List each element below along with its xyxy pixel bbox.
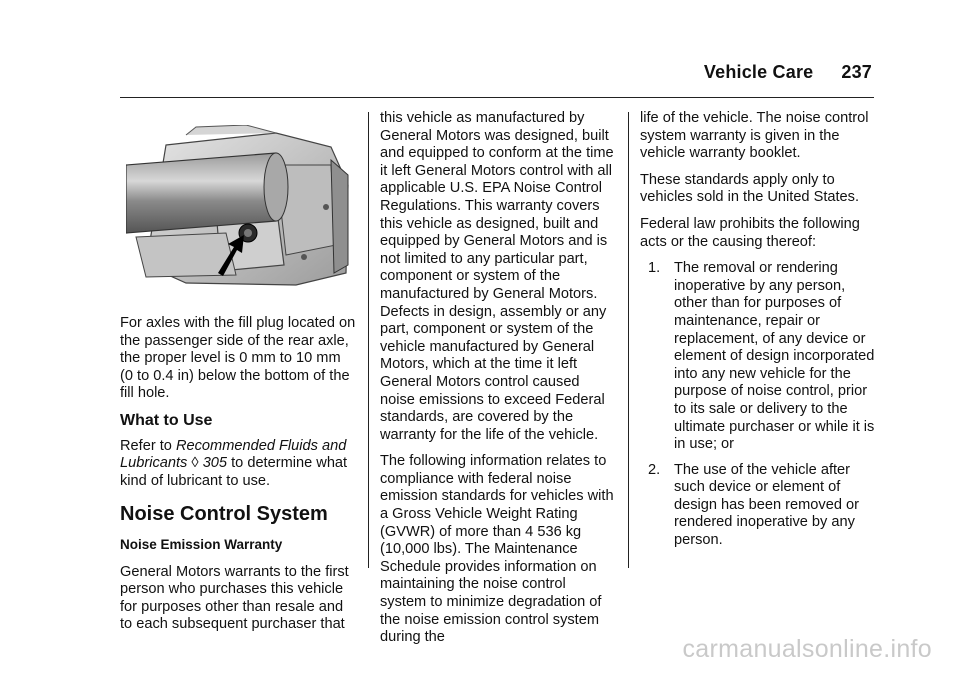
noise-warranty-subheading: Noise Emission Warranty [120,536,283,552]
prohibited-acts-list [640,260,876,550]
column-2 [380,110,616,656]
list-item: 2. The use of the vehicle after such device or element of design has been removed or rendered inoperative by any person. [648,461,859,549]
federal-compliance-text: The following information relates to compliance with federal noise emission standards for vehicles with a Gross Vehicle Weight Rating (GVWR) of more than 4 536 kg (10,000 lbs). The Maintenance Schedule provides information on maintaining the noise control system to minimize degradation of the noise emission control system during the [380,453,614,646]
what-to-use-text: Refer to Recommended Fluids and Lubricants ◊ 305 to determine what kind of lubricant to use. [120,437,348,489]
page-number: 237 [841,62,872,82]
list-item: 1. The removal or rendering inoperative by any person, other than for purposes of maintenance, repair or replacement, of any device or element of design incorporated into any new vehicle for the purpose of noise control, prior to its sale or delivery to the ultimate purchaser or while it is in use; or [648,260,875,453]
page-header [704,62,872,83]
standards-scope-text: These standards apply only to vehicles sold in the United States. [640,171,860,206]
header-rule [120,97,874,98]
axle-fill-level-text: For axles with the fill plug located on the passenger side of the rear axle, the proper level is 0 mm to 10 mm (0 to 0.4 in) below the bottom of the fill hole. [120,315,356,402]
column-divider-1 [368,112,369,568]
column-3 [640,110,876,558]
section-title: Vehicle Care [703,62,814,82]
recommended-fluids-link[interactable]: Recommended Fluids and Lubricants [120,437,347,472]
federal-law-text: Federal law prohibits the following acts or the causing thereof: [640,215,860,250]
column-divider-2 [628,112,629,568]
page-ref-icon: ◊ [191,455,199,472]
warranty-text-start: General Motors warrants to the first person who purchases this vehicle for purposes other than resale and to each subsequent purchaser that [120,563,349,633]
warranty-text-continued: this vehicle as manufactured by General Motors was designed, built and equipped to conform at the time it left General Motors control with all applicable U.S. EPA Noise Control Regulations. This warranty covers this vehicle as designed, built and equipped by General Motors and is not limited to any particular part, component or system of the manufactured by General Motors. Defects in design, assembly or any part, component or system of the vehicle manufactured by General Motors, which at the time it left General Motors control caused noise emissions to exceed Federal standards, are covered by the warranty for the life of the vehicle. [380,110,614,443]
column-1 [120,315,356,643]
axle-fill-plug-illustration [126,125,354,293]
warranty-booklet-text: life of the vehicle. The noise control system warranty is given in the vehicle warranty booklet. [640,110,869,162]
watermark: carmanualsonline.info [682,635,932,663]
page-ref-number[interactable]: 305 [202,455,228,472]
noise-control-heading: Noise Control System [120,503,328,526]
what-to-use-heading: What to Use [120,411,213,429]
